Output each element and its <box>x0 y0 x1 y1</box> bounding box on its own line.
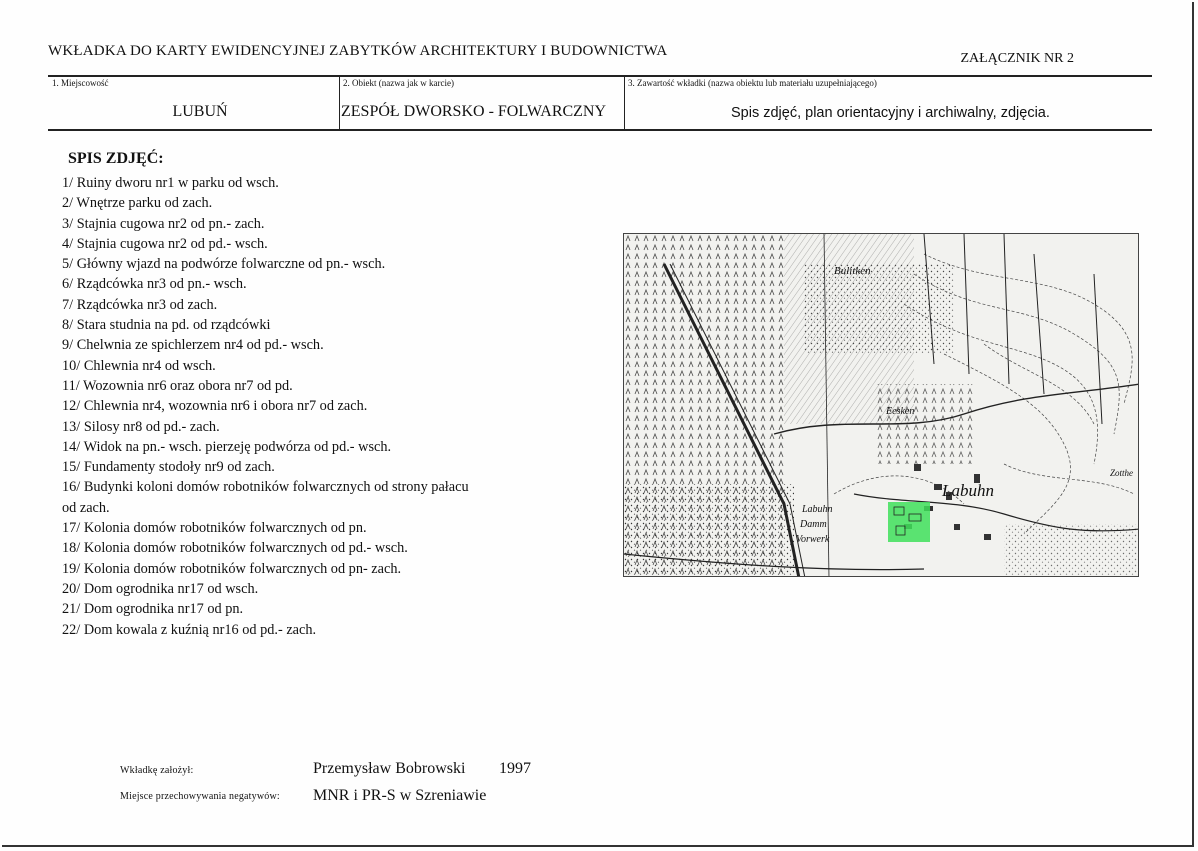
annex-number: ZAŁĄCZNIK NR 2 <box>960 51 1074 66</box>
map-label-3: Eesken <box>886 406 915 417</box>
storage-value: MNR i PR-S w Szreniawie <box>313 787 487 804</box>
photo-list-item: 8/ Stara studnia na pd. od rządcówki <box>62 317 271 334</box>
photo-list-item: 1/ Ruiny dworu nr1 w parku od wsch. <box>62 175 279 191</box>
map-label-6: Damm <box>800 519 827 530</box>
topographic-map-drawing <box>624 234 1139 577</box>
photo-list-item: 12/ Chlewnia nr4, wozownia nr6 i obora nr7 od zach. <box>62 398 368 415</box>
photo-list-item: 2/ Wnętrze parku od zach. <box>62 195 213 212</box>
field-label-place: 1. Miejscowość <box>52 78 109 88</box>
creator-label: Wkładkę założył: <box>120 765 194 776</box>
table-bottom-rule <box>48 129 1152 131</box>
photo-list-item: 21/ Dom ogrodnika nr17 od pn. <box>62 601 244 618</box>
field-value-object: ZESPÓŁ DWORSKO - FOLWARCZNY <box>341 103 607 120</box>
photo-list <box>62 173 482 640</box>
photo-list-item: 10/ Chlewnia nr4 od wsch. <box>62 357 216 374</box>
creator-name: Przemysław Bobrowski <box>313 760 466 777</box>
photo-list-item: 9/ Chelwnia ze spichlerzem nr4 od pd.- wsch. <box>62 337 324 354</box>
photo-list-item: 6/ Rządcówka nr3 od pn.- wsch. <box>62 276 247 293</box>
photo-list-item: 18/ Kolonia domów robotników folwarcznych od pd.- wsch. <box>62 540 408 557</box>
field-label-object: 2. Obiekt (nazwa jak w karcie) <box>343 78 454 88</box>
photo-list-item: 19/ Kolonia domów robotników folwarcznych od pn- zach. <box>62 560 402 577</box>
map-label-7: Vorwerk <box>796 534 830 545</box>
photo-list-item: 4/ Stajnia cugowa nr2 od pd.- wsch. <box>62 235 268 252</box>
photo-list-item: 3/ Stajnia cugowa nr2 od pn.- zach. <box>62 215 265 232</box>
photo-list-heading: SPIS ZDJĘĆ: <box>68 150 164 167</box>
field-value-contents: Spis zdjęć, plan orientacyjny i archiwalny, zdjęcia. <box>731 105 1050 121</box>
column-divider-1 <box>339 77 340 130</box>
field-label-contents: 3. Zawartość wkładki (nazwa obiektu lub materiału uzupełniającego) <box>628 78 877 88</box>
map-label-5: Labuhn <box>802 504 833 515</box>
photo-list-item: 15/ Fundamenty stodoły nr9 od zach. <box>62 459 275 476</box>
table-top-rule <box>48 75 1152 77</box>
photo-list-item: 13/ Silosy nr8 od pd.- zach. <box>62 418 220 435</box>
photo-list-item: 7/ Rządcówka nr3 od zach. <box>62 296 218 313</box>
document-title: WKŁADKA DO KARTY EWIDENCYJNEJ ZABYTKÓW ARCHITEKTURY I BUDOWNICTWA <box>48 43 668 59</box>
photo-list-item: 5/ Główny wjazd na podwórze folwarczne od pn.- wsch. <box>62 256 386 273</box>
column-divider-2 <box>624 77 625 130</box>
photo-list-item: 14/ Widok na pn.- wsch. pierzeję podwórza od pd.- wsch. <box>62 438 392 455</box>
map-label-1: Bulitken <box>834 265 871 277</box>
map-label-4: Zotthe <box>1110 468 1134 478</box>
field-value-place: LUBUŃ <box>172 103 228 120</box>
creation-year: 1997 <box>499 760 531 777</box>
photo-list-item: 11/ Wozownia nr6 oraz obora nr7 od pd. <box>62 377 293 394</box>
storage-label: Miejsce przechowywania negatywów: <box>120 791 280 802</box>
photo-list-item: 17/ Kolonia domów robotników folwarcznych od pn. <box>62 520 367 537</box>
photo-list-item: 22/ Dom kowala z kuźnią nr16 od pd.- zach. <box>62 621 317 638</box>
map-label-2: Labuhn <box>942 481 994 500</box>
orientation-map <box>623 233 1139 577</box>
photo-list-item: 16/ Budynki koloni domów robotników folwarcznych od strony pałacu od zach. <box>62 479 469 516</box>
photo-list-item: 20/ Dom ogrodnika nr17 od wsch. <box>62 580 259 597</box>
